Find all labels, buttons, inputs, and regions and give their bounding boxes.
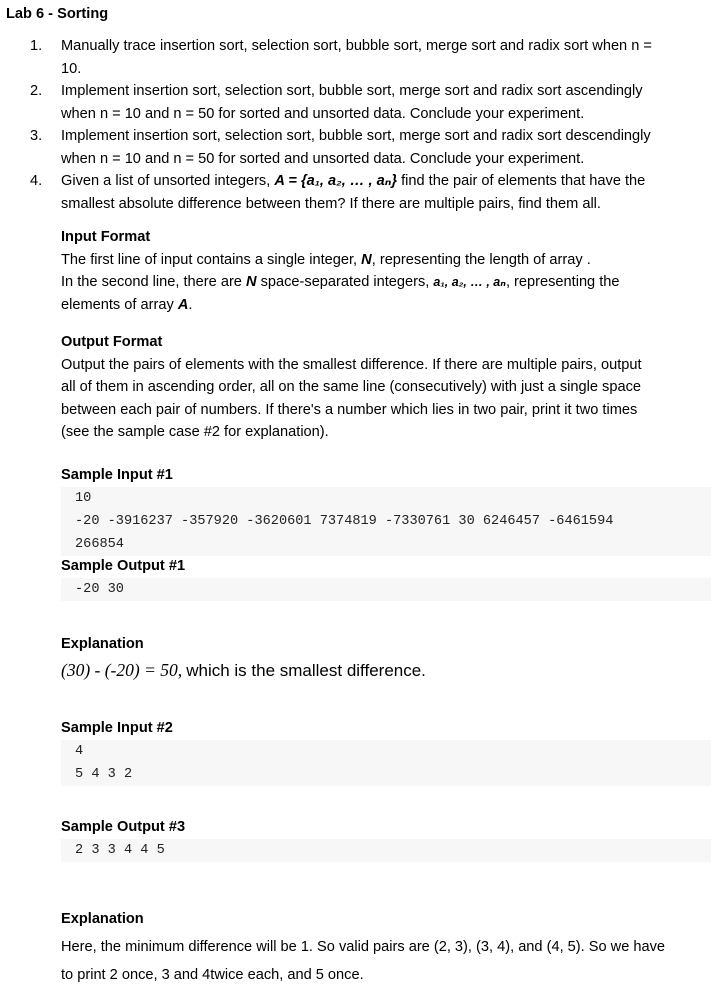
paragraph-line: all of them in ascending order, all on the same line (consecutively) with just a single space <box>61 379 642 395</box>
math-expression: (30) - (-20) = 50, <box>61 659 183 680</box>
paragraph-line: between each pair of numbers. If there's a number which lies in two pair, print it two times <box>61 401 638 418</box>
explanation-line <box>61 659 711 684</box>
sample-input-2-section <box>61 717 711 786</box>
task-text: Given a list of unsorted integers, <box>61 173 271 189</box>
text: elements of array <box>61 296 174 313</box>
code-line: 4 <box>75 743 84 759</box>
paragraph-line <box>61 271 711 294</box>
paragraph-line: Here, the minimum difference will be 1. So valid pairs are (2, 3), (3, 4), and (4, 5). So we have <box>61 939 666 955</box>
task-text-line: when n = 10 and n = 50 for sorted and unsorted data. Conclude your experiment. <box>61 150 585 167</box>
task-item-3 <box>0 125 719 170</box>
task-number: 3. <box>30 128 43 144</box>
task-text-line: when n = 10 and n = 50 for sorted and unsorted data. Conclude your experiment. <box>61 105 585 122</box>
task-item-4 <box>0 170 719 215</box>
task-text-line: smallest absolute difference between them? If there are multiple pairs, find them all. <box>61 195 601 212</box>
task-text-line: 10. <box>61 60 82 77</box>
section-heading: Explanation <box>61 636 144 652</box>
paragraph-line: (see the sample case #2 for explanation). <box>61 424 329 440</box>
page-title: Lab 6 - Sorting <box>6 6 109 22</box>
output-format-section <box>61 331 711 444</box>
section-heading: Sample Output #3 <box>61 819 186 835</box>
code-line: 2 3 3 4 4 5 <box>75 842 165 858</box>
task-number: 4. <box>30 173 43 189</box>
sequence-notation: a₁, a₂, … , aₙ <box>433 275 506 289</box>
text: , representing the <box>505 274 620 290</box>
section-heading: Sample Input #1 <box>61 467 173 483</box>
sample-input-1-section <box>61 464 711 556</box>
variable: N <box>245 274 257 290</box>
code-block <box>61 487 711 556</box>
task-number: 2. <box>30 83 43 99</box>
text: which is the smallest difference. <box>186 660 426 680</box>
code-line: -20 -3916237 -357920 -3620601 7374819 -7330761 30 6246457 -6461594 <box>75 513 614 529</box>
task-text-line: Implement insertion sort, selection sort, bubble sort, merge sort and radix sort descendingly <box>61 128 651 144</box>
code-block <box>61 839 711 862</box>
paragraph-line <box>61 294 711 317</box>
code-line: 266854 <box>75 536 124 552</box>
text: . <box>188 296 193 313</box>
paragraph-line <box>61 249 711 272</box>
task-item-2 <box>0 80 719 125</box>
task-number: 1. <box>30 38 43 54</box>
code-line: 5 4 3 2 <box>75 766 133 782</box>
task-text-line: Implement insertion sort, selection sort, bubble sort, merge sort and radix sort ascendingly <box>61 83 643 99</box>
task-list <box>0 35 719 215</box>
text: The first line of input contains a single integer, <box>61 251 358 268</box>
text: space-separated integers, <box>260 274 430 290</box>
paragraph-line: Output the pairs of elements with the smallest difference. If there are multiple pairs, output <box>61 356 642 373</box>
section-heading: Sample Output #1 <box>61 558 186 574</box>
task-item-1 <box>0 35 719 80</box>
sample-output-3-section <box>61 816 711 862</box>
code-block <box>61 740 711 786</box>
set-notation: A = {a₁, a₂, … , aₙ} <box>274 173 398 189</box>
paragraph-line: to print 2 once, 3 and 4twice each, and 5 once. <box>61 967 364 983</box>
task-text-line: Manually trace insertion sort, selection sort, bubble sort, merge sort and radix sort when n = <box>61 38 652 54</box>
section-heading: Explanation <box>61 911 144 927</box>
task-text-line <box>61 170 711 193</box>
explanation-2-section <box>61 905 711 989</box>
text: , representing the length of array . <box>371 251 591 268</box>
task-text: find the pair of elements that have the <box>401 173 646 189</box>
variable: A <box>177 296 189 313</box>
code-line: -20 30 <box>75 581 124 597</box>
section-heading: Input Format <box>61 229 151 245</box>
section-heading: Output Format <box>61 334 163 350</box>
input-format-section <box>61 226 711 316</box>
text: In the second line, there are <box>61 274 242 290</box>
explanation-1-section <box>61 633 711 683</box>
variable: N <box>361 251 372 268</box>
code-line: 10 <box>75 490 92 506</box>
section-heading: Sample Input #2 <box>61 720 173 736</box>
code-block <box>61 578 711 601</box>
sample-output-1-section <box>61 555 711 601</box>
